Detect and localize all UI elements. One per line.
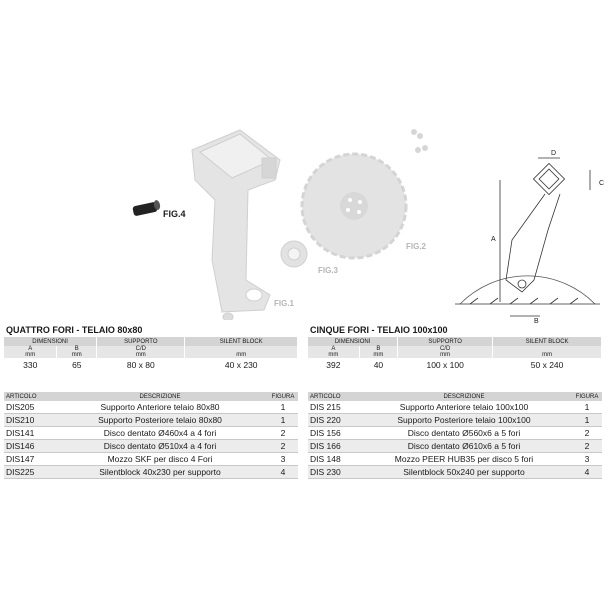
fig2-label: FIG.2: [406, 242, 427, 251]
left-supporto-header: SUPPORTO: [97, 337, 185, 346]
article-figure: 1: [572, 401, 602, 414]
loose-bolts-drawing: [411, 129, 428, 153]
article-figure: 3: [572, 453, 602, 466]
article-code: DIS210: [4, 414, 52, 427]
article-figure: 2: [572, 427, 602, 440]
right-val-supporto: 100 x 100: [398, 358, 493, 371]
article-description: Supporto Posteriore telaio 80x80: [52, 414, 268, 427]
right-dim-header: DIMENSIONI: [308, 337, 398, 346]
article-description: Disco dentato Ø610x6 a 5 fori: [356, 440, 572, 453]
article-code: DIS205: [4, 401, 52, 414]
left-descrizione-header: DESCRIZIONE: [52, 392, 268, 401]
parts-illustration: [0, 120, 608, 320]
dimension-drawing: [455, 158, 600, 316]
table-row: [308, 427, 602, 440]
right-descrizione-header: DESCRIZIONE: [356, 392, 572, 401]
article-code: DIS 148: [308, 453, 356, 466]
article-figure: 4: [268, 466, 298, 479]
article-figure: 2: [572, 440, 602, 453]
fig4-label: FIG.4: [163, 209, 186, 219]
table-row: [4, 427, 298, 440]
article-description: Supporto Posteriore telaio 100x100: [356, 414, 572, 427]
right-sub-a: A mm: [308, 346, 359, 358]
left-sub-a: A mm: [4, 346, 57, 358]
left-val-a: 330: [4, 358, 57, 371]
article-description: Supporto Anteriore telaio 80x80: [52, 401, 268, 414]
left-val-b: 65: [57, 358, 97, 371]
right-articles-table: [308, 392, 602, 479]
article-description: Supporto Anteriore telaio 100x100: [356, 401, 572, 414]
left-section-title: QUATTRO FORI - TELAIO 80x80: [6, 325, 143, 335]
right-val-b: 40: [359, 358, 397, 371]
table-row: [4, 414, 298, 427]
right-silent-header: SILENT BLOCK: [493, 337, 602, 346]
article-code: DIS 230: [308, 466, 356, 479]
article-figure: 1: [268, 401, 298, 414]
article-figure: 1: [268, 414, 298, 427]
right-val-a: 392: [308, 358, 359, 371]
article-description: Mozzo PEER HUB35 per disco 5 fori: [356, 453, 572, 466]
table-row: [308, 453, 602, 466]
article-code: DIS141: [4, 427, 52, 440]
article-figure: 1: [572, 414, 602, 427]
table-row: [308, 466, 602, 479]
left-sub-cd: C/D mm: [97, 346, 185, 358]
table-row: [308, 440, 602, 453]
article-description: Disco dentato Ø510x4 a 4 fori: [52, 440, 268, 453]
left-val-silent: 40 x 230: [185, 358, 298, 371]
table-row: [308, 401, 602, 414]
article-description: Silentblock 40x230 per supporto: [52, 466, 268, 479]
right-dimensions-table: [308, 337, 602, 371]
left-figura-header: FIGURA: [268, 392, 298, 401]
table-row: [4, 401, 298, 414]
hub-drawing: [281, 241, 307, 267]
dim-d-label: D: [551, 150, 557, 157]
article-figure: 2: [268, 427, 298, 440]
right-figura-header: FIGURA: [572, 392, 602, 401]
fig3-label: FIG.3: [318, 266, 339, 275]
left-dimensions-table: [4, 337, 298, 371]
right-section-title: CINQUE FORI - TELAIO 100x100: [310, 325, 448, 335]
right-sub-cd: C/D mm: [398, 346, 493, 358]
fig1-label: FIG.1: [274, 299, 295, 308]
article-description: Disco dentato Ø560x6 a 5 fori: [356, 427, 572, 440]
right-val-silent: 50 x 240: [493, 358, 602, 371]
article-description: Mozzo SKF per disco 4 Fori: [52, 453, 268, 466]
article-figure: 4: [572, 466, 602, 479]
right-sub-b: B mm: [359, 346, 397, 358]
right-sub-s: mm: [493, 346, 602, 358]
left-sub-b: B mm: [57, 346, 97, 358]
left-dim-header: DIMENSIONI: [4, 337, 97, 346]
article-code: DIS146: [4, 440, 52, 453]
article-description: Silentblock 50x240 per supporto: [356, 466, 572, 479]
right-articolo-header: ARTICOLO: [308, 392, 356, 401]
table-row: [308, 414, 602, 427]
silentblock-pin-drawing: [132, 199, 161, 216]
illustration-area: [0, 120, 608, 320]
dim-a-label: A: [491, 236, 496, 243]
article-code: DIS147: [4, 453, 52, 466]
left-sub-s: mm: [185, 346, 298, 358]
left-silent-header: SILENT BLOCK: [185, 337, 298, 346]
left-articles-table: [4, 392, 298, 479]
article-code: DIS 215: [308, 401, 356, 414]
dim-b-label: B: [534, 318, 539, 325]
dim-c-label: C: [599, 180, 605, 187]
support-arm-drawing: [192, 130, 280, 320]
toothed-disc-drawing: [302, 154, 406, 258]
table-row: [4, 466, 298, 479]
article-description: Disco dentato Ø460x4 a 4 fori: [52, 427, 268, 440]
left-articolo-header: ARTICOLO: [4, 392, 52, 401]
table-row: [4, 453, 298, 466]
article-code: DIS 156: [308, 427, 356, 440]
table-row: [4, 440, 298, 453]
article-figure: 3: [268, 453, 298, 466]
article-code: DIS225: [4, 466, 52, 479]
left-val-supporto: 80 x 80: [97, 358, 185, 371]
article-code: DIS 166: [308, 440, 356, 453]
article-figure: 2: [268, 440, 298, 453]
right-supporto-header: SUPPORTO: [398, 337, 493, 346]
article-code: DIS 220: [308, 414, 356, 427]
